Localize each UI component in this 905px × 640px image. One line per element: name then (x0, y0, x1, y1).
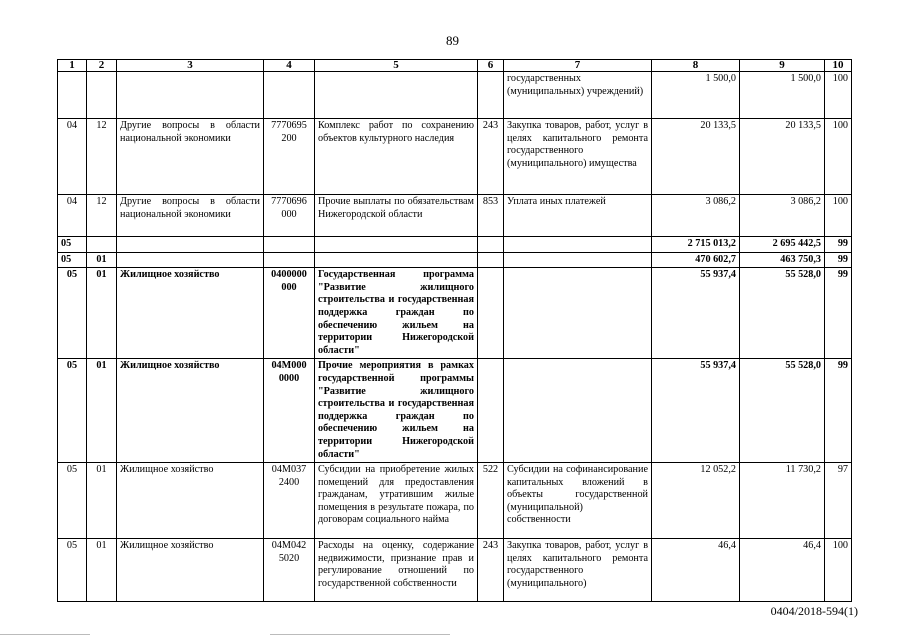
target-article-code (264, 72, 315, 119)
table-row (58, 119, 852, 195)
table-row (58, 268, 852, 359)
column-header: 3 (117, 60, 264, 72)
subsection-code: 01 (87, 539, 117, 602)
target-article-name: Субсидии на приобретение жилых помещений для предоставления гражданам, утратившим жилые помещения в результате пожара, по договорам социального найма (315, 463, 478, 539)
executed-amount: 1 500,0 (740, 72, 825, 119)
section-code: 04 (58, 119, 87, 195)
target-article-code (264, 252, 315, 268)
section-name (117, 72, 264, 119)
section-name (117, 252, 264, 268)
executed-amount: 2 695 442,5 (740, 237, 825, 253)
execution-percent: 100 (825, 539, 852, 602)
execution-percent: 100 (825, 119, 852, 195)
subsection-code: 12 (87, 119, 117, 195)
expense-type-code (478, 252, 504, 268)
execution-percent: 100 (825, 72, 852, 119)
target-article-name: Прочие выплаты по обязательствам Нижегородской области (315, 195, 478, 237)
section-code: 05 (58, 237, 87, 253)
document-reference: 0404/2018-594(1) (770, 604, 858, 618)
section-code (58, 72, 87, 119)
executed-amount: 463 750,3 (740, 252, 825, 268)
column-header: 10 (825, 60, 852, 72)
table-row (58, 463, 852, 539)
section-name: Другие вопросы в области национальной экономики (117, 119, 264, 195)
planned-amount: 2 715 013,2 (652, 237, 740, 253)
executed-amount: 20 133,5 (740, 119, 825, 195)
execution-percent: 97 (825, 463, 852, 539)
scan-artifact (0, 634, 90, 635)
subsection-code (87, 237, 117, 253)
column-header: 1 (58, 60, 87, 72)
budget-table (57, 59, 852, 602)
target-article-name: Расходы на оценку, содержание недвижимости, признание прав и регулирование отношений по государственной собственности (315, 539, 478, 602)
table-header-row (58, 60, 852, 72)
expense-type-name: Закупка товаров, работ, услуг в целях капитального ремонта государственного (муниципального) имущества (504, 119, 652, 195)
subsection-code: 01 (87, 268, 117, 359)
section-name: Другие вопросы в области национальной экономики (117, 195, 264, 237)
column-header: 5 (315, 60, 478, 72)
expense-type-name (504, 237, 652, 253)
execution-percent: 100 (825, 195, 852, 237)
target-article-name (315, 237, 478, 253)
expense-type-name: государственных (муниципальных) учреждений) (504, 72, 652, 119)
target-article-code: 7770696 000 (264, 195, 315, 237)
table-row (58, 72, 852, 119)
target-article-code: 7770695 200 (264, 119, 315, 195)
expense-type-code (478, 237, 504, 253)
planned-amount: 55 937,4 (652, 359, 740, 463)
executed-amount: 55 528,0 (740, 359, 825, 463)
expense-type-code: 243 (478, 539, 504, 602)
section-name: Жилищное хозяйство (117, 539, 264, 602)
execution-percent: 99 (825, 237, 852, 253)
expense-type-name: Закупка товаров, работ, услуг в целях капитального ремонта государственного (муниципального) (504, 539, 652, 602)
planned-amount: 20 133,5 (652, 119, 740, 195)
executed-amount: 3 086,2 (740, 195, 825, 237)
expense-type-code: 522 (478, 463, 504, 539)
column-header: 6 (478, 60, 504, 72)
execution-percent: 99 (825, 268, 852, 359)
table-row (58, 359, 852, 463)
executed-amount: 55 528,0 (740, 268, 825, 359)
scan-artifact (270, 634, 450, 635)
section-code: 05 (58, 359, 87, 463)
subsection-code: 12 (87, 195, 117, 237)
section-code: 05 (58, 463, 87, 539)
planned-amount: 1 500,0 (652, 72, 740, 119)
column-header: 8 (652, 60, 740, 72)
target-article-code: 04М037 2400 (264, 463, 315, 539)
section-name (117, 237, 264, 253)
target-article-code: 0400000 000 (264, 268, 315, 359)
expense-type-code: 243 (478, 119, 504, 195)
planned-amount: 470 602,7 (652, 252, 740, 268)
column-header: 7 (504, 60, 652, 72)
target-article-name: Государственная программа "Развитие жилищного строительства и государственная поддержка граждан по обеспечению жильем на территории Нижегородской области" (315, 268, 478, 359)
column-header: 9 (740, 60, 825, 72)
executed-amount: 11 730,2 (740, 463, 825, 539)
section-code: 05 (58, 252, 87, 268)
section-name: Жилищное хозяйство (117, 463, 264, 539)
subsection-code: 01 (87, 359, 117, 463)
expense-type-code (478, 268, 504, 359)
expense-type-code (478, 359, 504, 463)
column-header: 2 (87, 60, 117, 72)
target-article-name (315, 252, 478, 268)
target-article-code: 04М042 5020 (264, 539, 315, 602)
section-name: Жилищное хозяйство (117, 359, 264, 463)
target-article-name: Комплекс работ по сохранению объектов культурного наследия (315, 119, 478, 195)
target-article-name (315, 72, 478, 119)
section-name: Жилищное хозяйство (117, 268, 264, 359)
expense-type-name: Уплата иных платежей (504, 195, 652, 237)
expense-type-name (504, 359, 652, 463)
subsection-code: 01 (87, 252, 117, 268)
expense-type-name (504, 252, 652, 268)
table-row (58, 195, 852, 237)
planned-amount: 3 086,2 (652, 195, 740, 237)
target-article-code: 04М000 0000 (264, 359, 315, 463)
table-row (58, 539, 852, 602)
table-row (58, 237, 852, 253)
executed-amount: 46,4 (740, 539, 825, 602)
expense-type-name (504, 268, 652, 359)
expense-type-code (478, 72, 504, 119)
expense-type-code: 853 (478, 195, 504, 237)
planned-amount: 46,4 (652, 539, 740, 602)
section-code: 04 (58, 195, 87, 237)
section-code: 05 (58, 539, 87, 602)
planned-amount: 55 937,4 (652, 268, 740, 359)
execution-percent: 99 (825, 252, 852, 268)
target-article-code (264, 237, 315, 253)
target-article-name: Прочие мероприятия в рамках государственной программы "Развитие жилищного строительства и государственная поддержка граждан по обеспечению жильем на территории Нижегородской области" (315, 359, 478, 463)
section-code: 05 (58, 268, 87, 359)
planned-amount: 12 052,2 (652, 463, 740, 539)
table-row (58, 252, 852, 268)
subsection-code: 01 (87, 463, 117, 539)
expense-type-name: Субсидии на софинансирование капитальных вложений в объекты государственной (муниципальной) собственности (504, 463, 652, 539)
column-header: 4 (264, 60, 315, 72)
execution-percent: 99 (825, 359, 852, 463)
subsection-code (87, 72, 117, 119)
page-number: 89 (446, 33, 459, 48)
